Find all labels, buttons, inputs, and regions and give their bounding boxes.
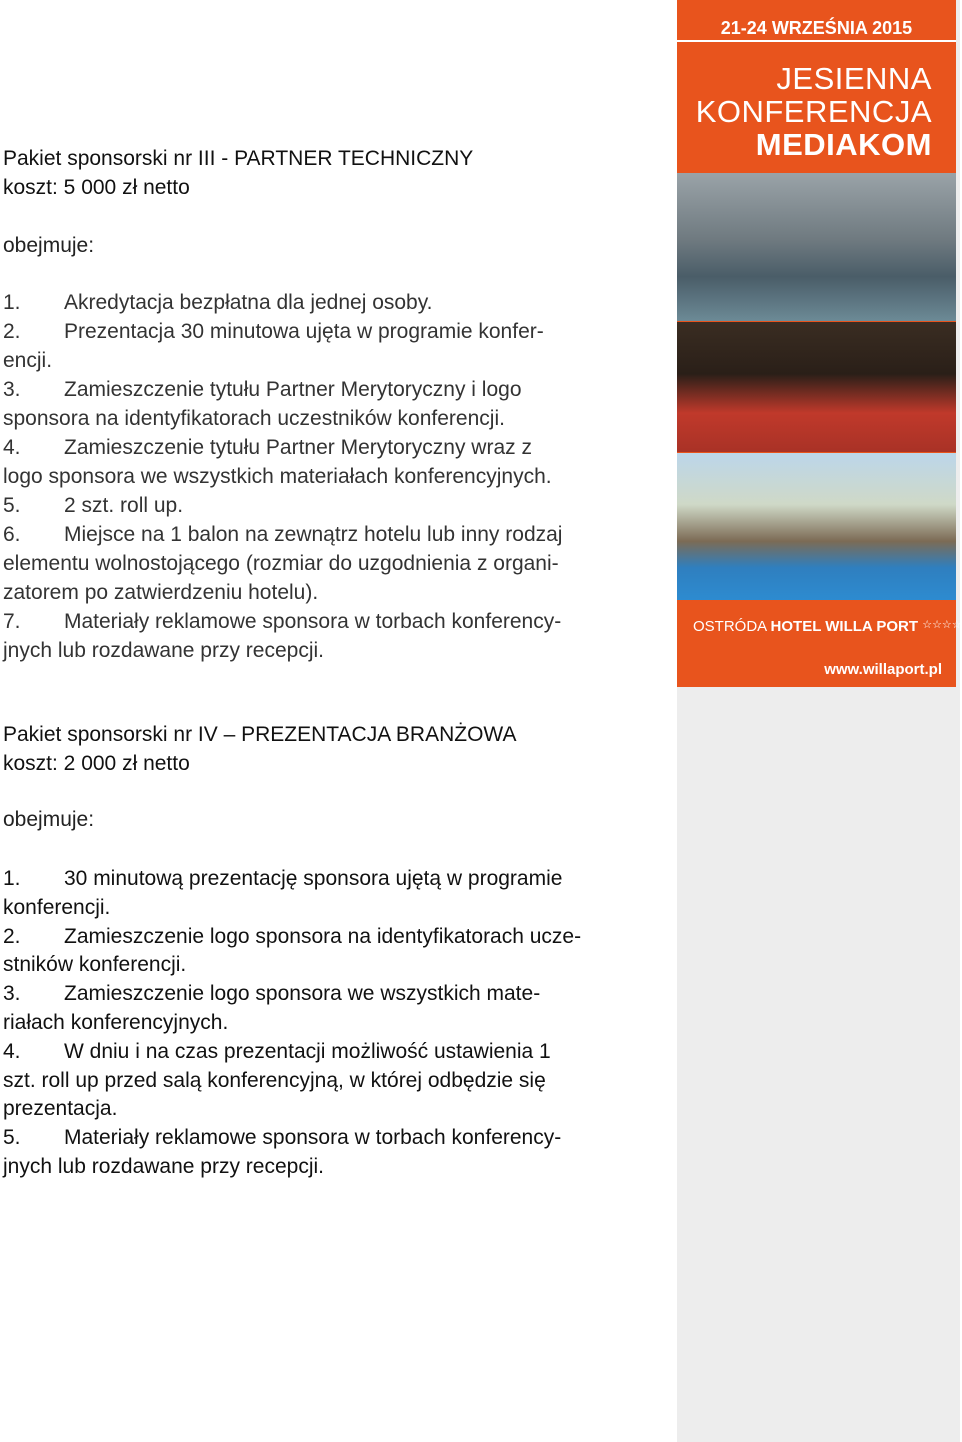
list-item-text: konferencji. bbox=[3, 895, 111, 919]
list-item-line bbox=[3, 1037, 551, 1066]
list-item-number: 4. bbox=[3, 1039, 21, 1063]
list-item-text: 2 szt. roll up. bbox=[64, 494, 184, 517]
list-item-line bbox=[3, 404, 505, 433]
list-item-text: prezentacja. bbox=[3, 1097, 118, 1121]
list-item-number: 3. bbox=[3, 378, 21, 401]
list-item-line bbox=[3, 1094, 117, 1123]
list-item-line bbox=[3, 317, 544, 346]
banner-url-link[interactable]: www.willaport.pl bbox=[824, 661, 942, 678]
list-item-line bbox=[3, 607, 561, 636]
list-item-line bbox=[3, 375, 522, 404]
list-item-text: Zamieszczenie logo sponsora na identyfikatorach ucze- bbox=[64, 924, 582, 948]
banner-title-line2: KONFERENCJA bbox=[695, 94, 932, 129]
banner-date: 21-24 WRZEŚNIA 2015 bbox=[720, 18, 913, 38]
list-item-number: 7. bbox=[3, 610, 21, 633]
list-item-number: 5. bbox=[3, 494, 21, 517]
list-item-line bbox=[3, 893, 110, 922]
list-item-text: Akredytacja bezpłatna dla jednej osoby. bbox=[64, 291, 433, 314]
package3-cost: koszt: 5 000 zł netto bbox=[3, 176, 190, 199]
list-item-text: stników konferencji. bbox=[3, 953, 187, 977]
list-item-text: sponsora na identyfikatorach uczestników konferencji. bbox=[3, 407, 505, 430]
list-item-number: 2. bbox=[3, 924, 21, 948]
conference-banner bbox=[677, 0, 962, 687]
list-item-text: elementu wolnostojącego (rozmiar do uzgodnienia z organi- bbox=[3, 552, 559, 575]
pool-photo bbox=[677, 173, 956, 321]
list-item-text: szt. roll up przed salą konferencyjną, w której odbędzie się bbox=[3, 1068, 546, 1092]
package4-cost: koszt: 2 000 zł netto bbox=[3, 752, 190, 775]
hotel-city: OSTRÓDA bbox=[693, 618, 767, 635]
list-item-number: 1. bbox=[3, 291, 21, 314]
list-item-number: 6. bbox=[3, 523, 21, 546]
list-item-line bbox=[3, 636, 324, 665]
banner-hotel bbox=[693, 618, 962, 635]
list-item-line bbox=[3, 491, 183, 520]
list-item-number: 1. bbox=[3, 867, 21, 890]
list-item-number: 4. bbox=[3, 436, 21, 459]
banner-title-line3: MEDIAKOM bbox=[755, 127, 932, 162]
list-item-text: Zamieszczenie logo sponsora we wszystkich mate- bbox=[64, 982, 541, 1006]
list-item-number: 2. bbox=[3, 320, 21, 343]
conference-hall-photo bbox=[677, 322, 956, 452]
list-item-line bbox=[3, 433, 532, 462]
list-item-line bbox=[3, 520, 562, 549]
list-item-line bbox=[3, 979, 540, 1008]
list-item-line bbox=[3, 288, 433, 317]
list-item-line bbox=[3, 1066, 546, 1095]
hotel-building-photo bbox=[677, 453, 956, 600]
list-item-text: encji. bbox=[3, 349, 53, 372]
banner-divider bbox=[677, 40, 956, 42]
list-item-line bbox=[3, 462, 552, 491]
list-item-text: jnych lub rozdawane przy recepcji. bbox=[3, 639, 324, 662]
list-item-text: jnych lub rozdawane przy recepcji. bbox=[3, 1155, 324, 1178]
list-item-line bbox=[3, 346, 52, 375]
list-item-line bbox=[3, 950, 186, 979]
list-item-text: Zamieszczenie tytułu Partner Merytoryczny i logo bbox=[64, 378, 522, 401]
banner-title-line1: JESIENNA bbox=[776, 61, 932, 96]
list-item-text: Zamieszczenie tytułu Partner Merytoryczny wraz z bbox=[64, 436, 532, 459]
package3-includes-label: obejmuje: bbox=[3, 234, 95, 257]
list-item-text: logo sponsora we wszystkich materiałach konferencyjnych. bbox=[3, 465, 552, 488]
list-item-text: riałach konferencyjnych. bbox=[3, 1011, 229, 1034]
list-item-line bbox=[3, 922, 581, 951]
list-item-number: 5. bbox=[3, 1126, 21, 1150]
list-item-text: zatorem po zatwierdzeniu hotelu). bbox=[3, 581, 319, 604]
list-item-line bbox=[3, 864, 562, 893]
package3-title: Pakiet sponsorski nr III - PARTNER TECHNICZNY bbox=[3, 147, 474, 170]
hotel-stars-icon: ☆☆☆☆ bbox=[922, 619, 962, 631]
list-item-text: Miejsce na 1 balon na zewnątrz hotelu lub inny rodzaj bbox=[64, 523, 563, 546]
package4-title: Pakiet sponsorski nr IV – PREZENTACJA BRANŻOWA bbox=[3, 723, 517, 746]
list-item-line bbox=[3, 1152, 324, 1181]
list-item-line bbox=[3, 1008, 228, 1037]
list-item-line bbox=[3, 1123, 561, 1152]
list-item-text: Materiały reklamowe sponsora w torbach konferency- bbox=[64, 1126, 562, 1150]
list-item-text: W dniu i na czas prezentacji możliwość ustawienia 1 bbox=[64, 1039, 551, 1063]
hotel-name: HOTEL WILLA PORT bbox=[770, 618, 919, 635]
list-item-text: Prezentacja 30 minutowa ujęta w programie konfer- bbox=[64, 320, 544, 343]
list-item-line bbox=[3, 578, 318, 607]
list-item-number: 3. bbox=[3, 982, 21, 1006]
list-item-line bbox=[3, 549, 559, 578]
list-item-text: Materiały reklamowe sponsora w torbach konferency- bbox=[64, 610, 562, 633]
list-item-text: 30 minutową prezentację sponsora ujętą w programie bbox=[64, 867, 563, 890]
package4-includes-label: obejmuje: bbox=[3, 808, 95, 831]
